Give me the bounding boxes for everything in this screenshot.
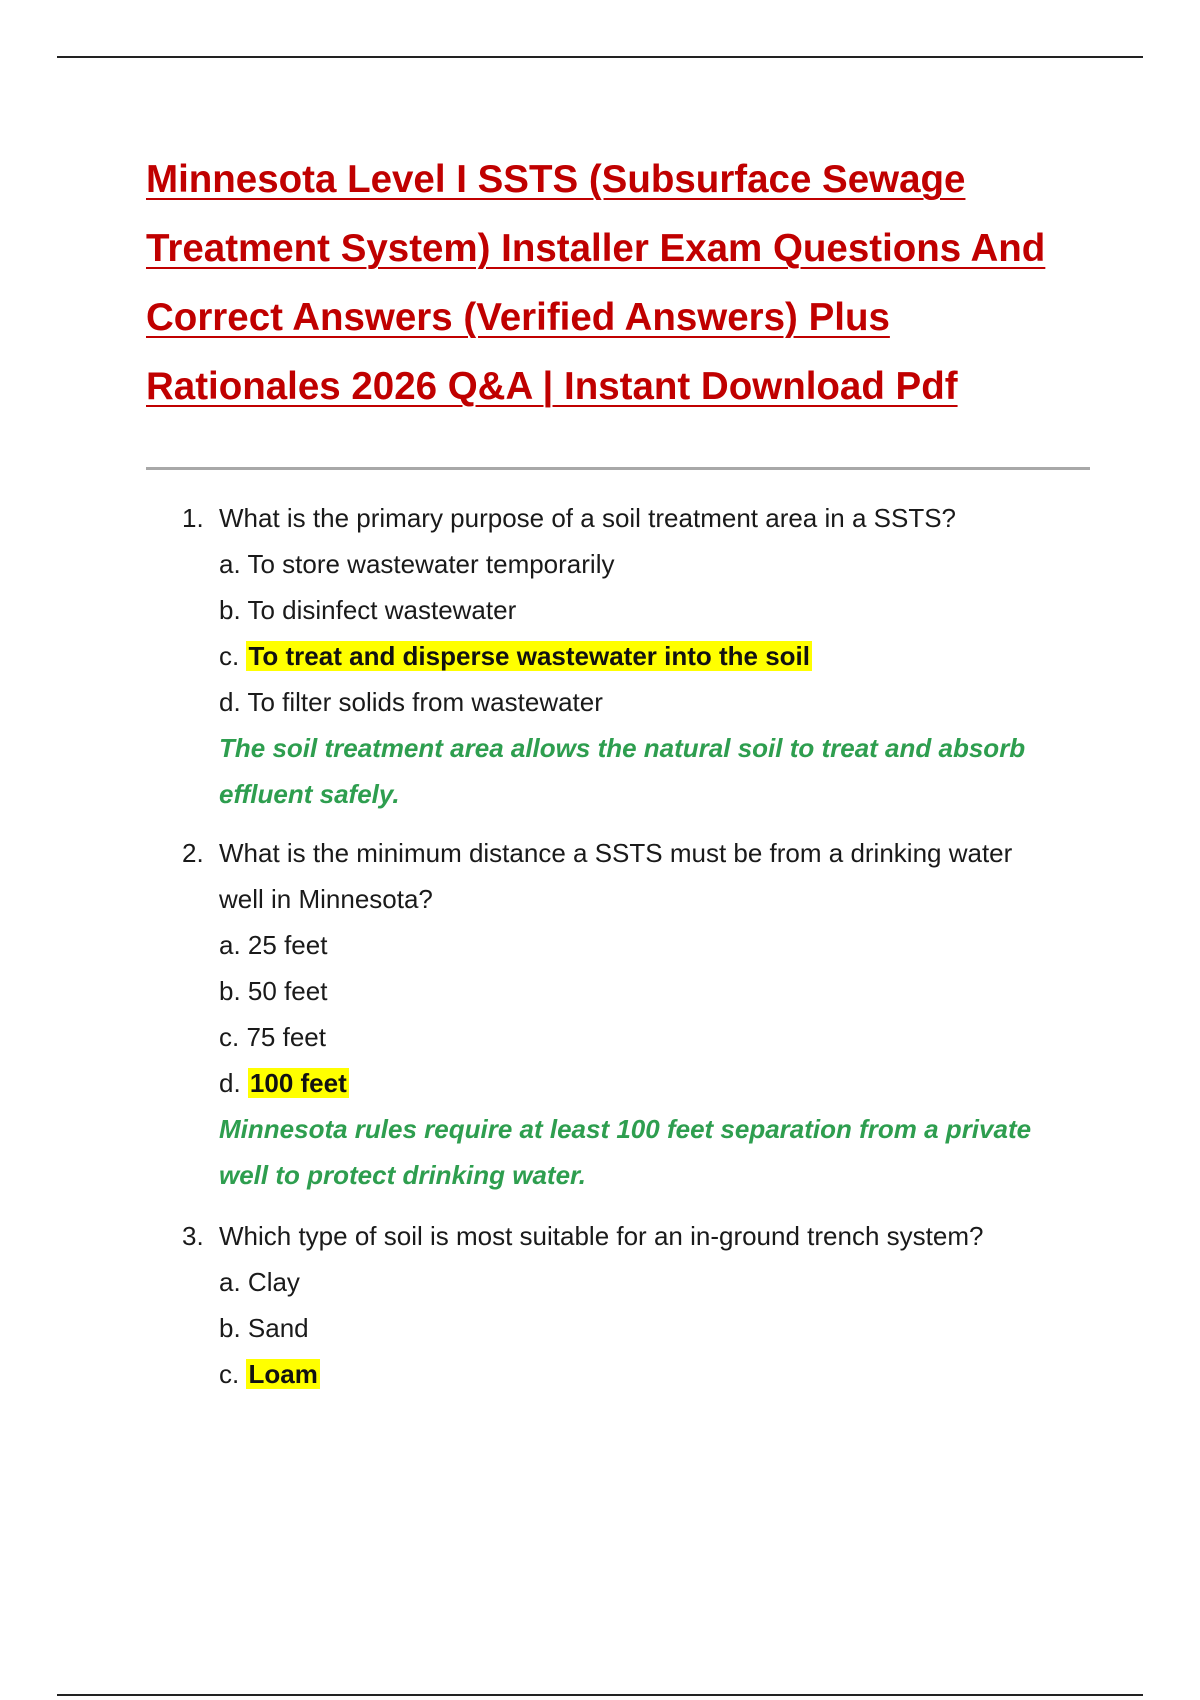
answer-rationale: Minnesota rules require at least 100 feet separation from a private well to protect drinking water.	[219, 1114, 1032, 1190]
question-number: 2.	[182, 838, 204, 868]
option-text: Clay	[247, 1267, 300, 1297]
answer-option-a	[219, 922, 1082, 968]
option-letter: b.	[219, 1313, 241, 1343]
answer-option-c	[219, 1014, 1082, 1060]
answer-rationale: The soil treatment area allows the natural soil to treat and absorb effluent safely.	[219, 733, 1026, 809]
answer-option-b	[219, 968, 1082, 1014]
answer-option-b	[219, 1305, 1082, 1351]
answer-option-b	[219, 587, 1082, 633]
question-item-1	[182, 495, 1082, 817]
option-letter: c.	[219, 641, 240, 671]
document-title: Minnesota Level I SSTS (Subsurface Sewage Treatment System) Installer Exam Questions And Correct Answers (Verified Answers) Plus Rationales 2026 Q&A | Instant Download Pdf	[146, 158, 1046, 408]
option-letter: a.	[219, 930, 241, 960]
option-text: 25 feet	[247, 930, 328, 960]
question-text: What is the primary purpose of a soil treatment area in a SSTS?	[219, 503, 957, 533]
option-letter: c.	[219, 1359, 240, 1389]
top-rule	[57, 56, 1143, 58]
question-text: Which type of soil is most suitable for an in-ground trench system?	[219, 1221, 984, 1251]
option-text: To disinfect wastewater	[247, 595, 517, 625]
question-number: 1.	[182, 503, 204, 533]
bottom-rule	[57, 1694, 1143, 1696]
question-item-2	[182, 830, 1082, 1198]
option-letter: a.	[219, 1267, 241, 1297]
option-letter: b.	[219, 976, 241, 1006]
correct-answer-highlight: 100 feet	[249, 1068, 347, 1098]
question-text: What is the minimum distance a SSTS must be from a drinking water well in Minnesota?	[219, 838, 1013, 914]
option-letter: d.	[219, 687, 241, 717]
option-text: 75 feet	[246, 1022, 326, 1052]
correct-answer-highlight: Loam	[248, 1359, 318, 1389]
option-text: Sand	[247, 1313, 309, 1343]
option-text: To filter solids from wastewater	[247, 687, 603, 717]
option-text: To store wastewater temporarily	[247, 549, 615, 579]
title-divider	[146, 467, 1090, 470]
option-letter: a.	[219, 549, 241, 579]
answer-option-a	[219, 1259, 1082, 1305]
question-item-3	[182, 1213, 1082, 1397]
option-text: 50 feet	[247, 976, 328, 1006]
correct-answer-highlight: To treat and disperse wastewater into the soil	[248, 641, 811, 671]
answer-option-c-correct	[219, 633, 1082, 679]
answer-option-a	[219, 541, 1082, 587]
option-letter: c.	[219, 1022, 240, 1052]
answer-option-d	[219, 679, 1082, 725]
answer-option-c-correct	[219, 1351, 1082, 1397]
answer-option-d-correct	[219, 1060, 1082, 1106]
option-letter: d.	[219, 1068, 241, 1098]
question-number: 3.	[182, 1221, 204, 1251]
option-letter: b.	[219, 595, 241, 625]
